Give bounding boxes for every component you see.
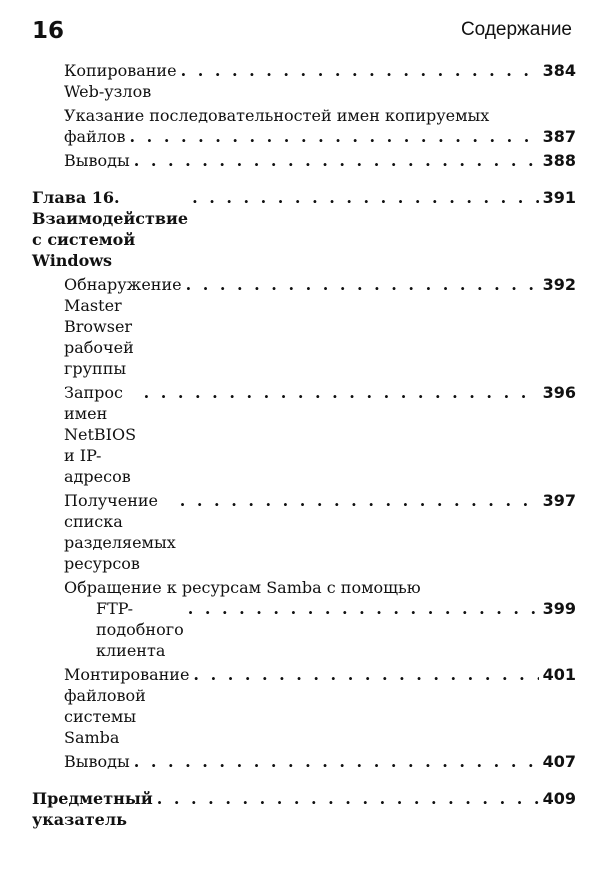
toc-entry-title: Указание последовательностей имен копируемых — [64, 106, 490, 125]
toc-entry-page: 387 — [542, 127, 576, 146]
toc-entry[interactable] — [32, 577, 576, 661]
toc-entry[interactable] — [32, 664, 576, 748]
toc-entry-page: 409 — [542, 789, 576, 808]
dot-leader — [134, 150, 539, 171]
toc-entry[interactable] — [32, 382, 576, 487]
dot-leader — [192, 187, 539, 208]
toc-entry-page: 396 — [542, 383, 576, 402]
dot-leader — [188, 598, 539, 619]
dot-leader — [144, 382, 539, 403]
toc-entry-title: Обнаружение Master Browser рабочей группы — [64, 275, 187, 378]
chapter-title: Глава 16. Взаимодействие с системой Windows — [32, 188, 194, 270]
toc-entry[interactable] — [32, 105, 576, 147]
toc-entry-title: Монтирование файловой системы Samba — [64, 665, 195, 747]
toc-entry-page: 397 — [542, 491, 576, 510]
index-title: Предметный указатель — [32, 789, 159, 829]
toc-entry-page: 407 — [542, 752, 576, 771]
toc-entry-page: 399 — [542, 599, 576, 618]
toc-entry-page: 392 — [542, 275, 576, 294]
toc-entry[interactable] — [32, 751, 576, 772]
toc-entry[interactable] — [32, 150, 576, 171]
toc-entry-title-continued: FTP-подобного клиента — [96, 599, 189, 660]
table-of-contents — [32, 60, 576, 833]
toc-entry-title: Выводы — [64, 752, 130, 771]
toc-entry[interactable] — [32, 490, 576, 574]
toc-entry[interactable] — [32, 274, 576, 379]
toc-entry-title: Запрос имен NetBIOS и IP-адресов — [64, 383, 142, 486]
toc-index-entry[interactable] — [32, 788, 576, 830]
dot-leader — [134, 751, 539, 772]
dot-leader — [186, 274, 539, 295]
toc-entry-page: 388 — [542, 151, 576, 170]
dot-leader — [193, 664, 538, 685]
toc-entry-page: 391 — [542, 188, 576, 207]
toc-entry-page: 401 — [542, 665, 576, 684]
toc-entry-title: Копирование Web-узлов — [64, 61, 182, 101]
dot-leader — [130, 126, 539, 147]
toc-entry-page: 384 — [542, 61, 576, 80]
toc-entry-title: Обращение к ресурсам Samba с помощью — [64, 578, 421, 597]
toc-entry-title-continued: файлов — [64, 127, 126, 146]
page-number: 16 — [32, 18, 65, 44]
toc-entry[interactable] — [32, 60, 576, 102]
toc-entry-title: Получение списка разделяемых ресурсов — [64, 491, 181, 573]
toc-entry-title: Выводы — [64, 151, 130, 170]
dot-leader — [180, 490, 539, 511]
dot-leader — [157, 788, 539, 809]
toc-chapter-entry[interactable] — [32, 187, 576, 271]
running-head — [32, 14, 572, 46]
dot-leader — [181, 60, 539, 81]
section-name: Содержание — [460, 19, 572, 40]
